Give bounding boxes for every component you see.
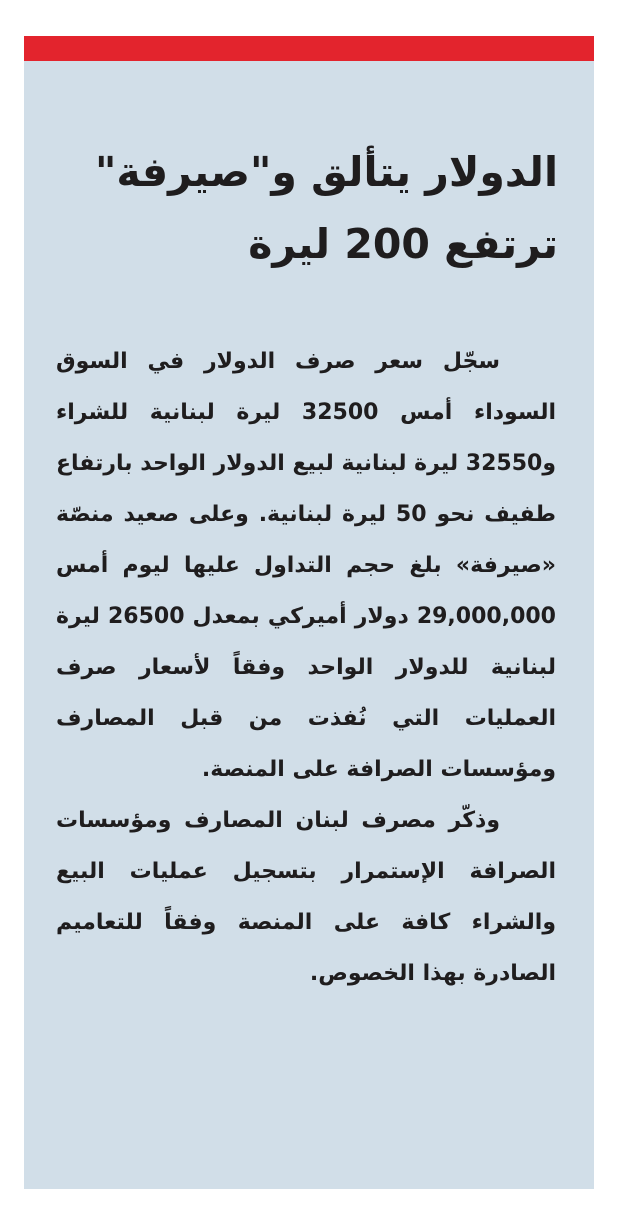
article-paragraph-1: سجّل سعر صرف الدولار في السوق السوداء أمس 32500 ليرة لبنانية للشراء و32550 ليرة لبنانية لبيع الدولار الواحد بارتفاع طفيف نحو 50 ليرة لبنانية. وعلى صعيد منصّة «صيرفة» بلغ حجم التداول عليها ليوم أمس 29,000,000 دولار أميركي بمعدل 26500 ليرة لبنانية للدولار الواحد وفقاً لأسعار صرف العمليات التي نُفذت من قبل المصارف ومؤسسات الصرافة على المنصة. bbox=[56, 349, 557, 782]
article-card bbox=[24, 36, 594, 1189]
headline-line-1: الدولار يتألق و"صيرفة" bbox=[95, 148, 558, 196]
red-accent-bar bbox=[24, 36, 594, 61]
article-headline bbox=[38, 136, 558, 280]
headline-line-2: ترتفع 200 ليرة bbox=[248, 220, 558, 268]
article-body bbox=[56, 336, 556, 999]
article-paragraph-2: وذكّر مصرف لبنان المصارف ومؤسسات الصرافة الإستمرار بتسجيل عمليات البيع والشراء كافة على المنصة وفقاً للتعاميم الصادرة بهذا الخصوص. bbox=[56, 808, 556, 986]
